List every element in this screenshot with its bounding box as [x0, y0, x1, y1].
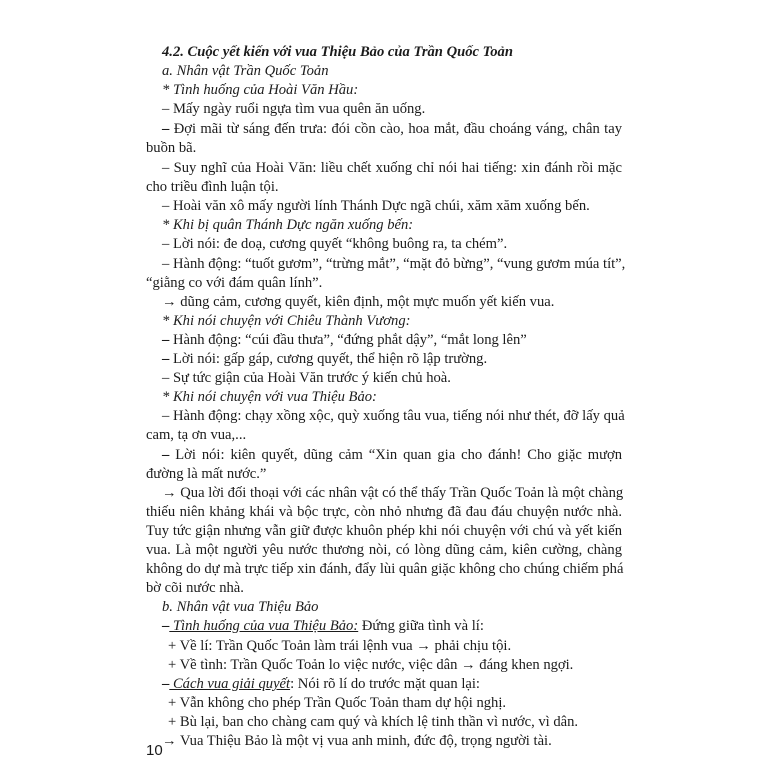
page-number: 10 [146, 742, 163, 759]
text-line: – Hành động: “tuốt gươm”, “trừng mắt”, “mặt đỏ bừng”, “vung gươm múa tít”, [162, 256, 626, 272]
underlined-label: Cách vua giải quyết [169, 676, 291, 692]
text-line: – Lời nói: đe doạ, cương quyết “không buông ra, ta chém”. [162, 236, 508, 252]
text-line: cam, tạ ơn vua,... [146, 427, 247, 443]
text-line: – Suy nghĩ của Hoài Văn: liều chết xuống chỉ nói hai tiếng: xin đánh rồi mặc [162, 160, 622, 176]
situation-heading: * Khi nói chuyện với vua Thiệu Bảo: [162, 389, 377, 405]
paragraph-line: không do dự mà trực tiếp xin đánh, đẩy lùi quân giặc không cho chúng chiếm phá [146, 561, 624, 577]
text-line [162, 617, 622, 635]
dash-marker: – [162, 618, 170, 634]
subsection-b-heading: b. Nhân vật vua Thiệu Bảo [162, 599, 319, 615]
text-span: Lời nói: kiên quyết, dũng cảm “Xin quan gia cho đánh! Cho giặc mượn [169, 447, 622, 463]
text-span: Hành động: “cúi đầu thưa”, “đứng phắt dậy”, “mắt long lên” [169, 332, 527, 348]
dash-marker: – [162, 121, 170, 137]
text-line [162, 350, 622, 368]
paragraph-line: bờ cõi nước nhà. [146, 580, 244, 596]
text-line: – Hành động: chạy xồng xộc, quỳ xuống tâu vua, tiếng nói như thét, đỡ lấy quả [162, 408, 625, 424]
paragraph-line: → Qua lời đối thoại với các nhân vật có thể thấy Trần Quốc Toản là một chàng [162, 485, 624, 501]
dash-marker: – [162, 676, 170, 692]
bullet-line: + Bù lại, ban cho chàng cam quý và khích lệ tinh thần vì nước, vì dân. [168, 714, 579, 730]
text-line: → Vua Thiệu Bảo là một vị vua anh minh, đức độ, trọng người tài. [162, 733, 552, 749]
text-span: Đứng giữa tình và lí: [358, 618, 484, 634]
bullet-line: + Về lí: Trần Quốc Toản làm trái lệnh vua → phải chịu tội. [168, 638, 512, 654]
text-line: buồn bã. [146, 140, 197, 156]
text-line [162, 120, 622, 138]
situation-heading: * Khi bị quân Thánh Dực ngăn xuống bến: [162, 217, 414, 233]
text-line [162, 331, 622, 349]
text-line: – Hoài văn xô mấy người lính Thánh Dực ngã chúi, xăm xăm xuống bến. [162, 198, 590, 214]
text-line: “giằng co với đám quân lính”. [146, 275, 323, 291]
section-title: 4.2. Cuộc yết kiến với vua Thiệu Bảo của Trần Quốc Toản [162, 44, 513, 60]
text-span: : Nói rõ lí do trước mặt quan lại: [290, 676, 480, 692]
bullet-line: + Về tình: Trần Quốc Toản lo việc nước, việc dân → đáng khen ngợi. [168, 657, 574, 673]
text-line [162, 675, 622, 693]
bullet-line: + Vẫn không cho phép Trần Quốc Toản tham dự hội nghị. [168, 695, 507, 711]
underlined-label: Tình huống của vua Thiệu Bảo: [169, 618, 359, 634]
text-line [162, 446, 622, 464]
dash-marker: – [162, 332, 170, 348]
text-line: đường là mất nước.” [146, 466, 267, 482]
situation-heading: * Tình huống của Hoài Văn Hầu: [162, 82, 359, 98]
text-span: Lời nói: gấp gáp, cương quyết, thể hiện rõ lập trường. [169, 351, 488, 367]
text-line: – Sự tức giận của Hoài Văn trước ý kiến chủ hoà. [162, 370, 451, 386]
dash-marker: – [162, 351, 170, 367]
dash-marker: – [162, 447, 170, 463]
paragraph-line: Tuy tức giận nhưng vẫn giữ được khuôn phép khi nói chuyện với chú và yết kiến [146, 523, 622, 539]
paragraph-line: thiếu niên khảng khái và bộc trực, còn nhỏ nhưng đã đau đáu chuyện nước nhà. [146, 504, 622, 520]
text-span: Đợi mãi từ sáng đến trưa: đói cồn cào, hoa mắt, đầu choáng váng, chân tay [169, 121, 622, 137]
paragraph-line: vua. Là một người yêu nước thương nòi, có lòng dũng cảm, kiên cường, chàng [146, 542, 622, 558]
text-line: cho triều đình luận tội. [146, 179, 279, 195]
situation-heading: * Khi nói chuyện với Chiêu Thành Vương: [162, 313, 411, 329]
text-line: – Mấy ngày ruổi ngựa tìm vua quên ăn uống. [162, 101, 426, 117]
text-line: → dũng cảm, cương quyết, kiên định, một mực muốn yết kiến vua. [162, 294, 555, 310]
subsection-a-heading: a. Nhân vật Trần Quốc Toản [162, 63, 329, 79]
